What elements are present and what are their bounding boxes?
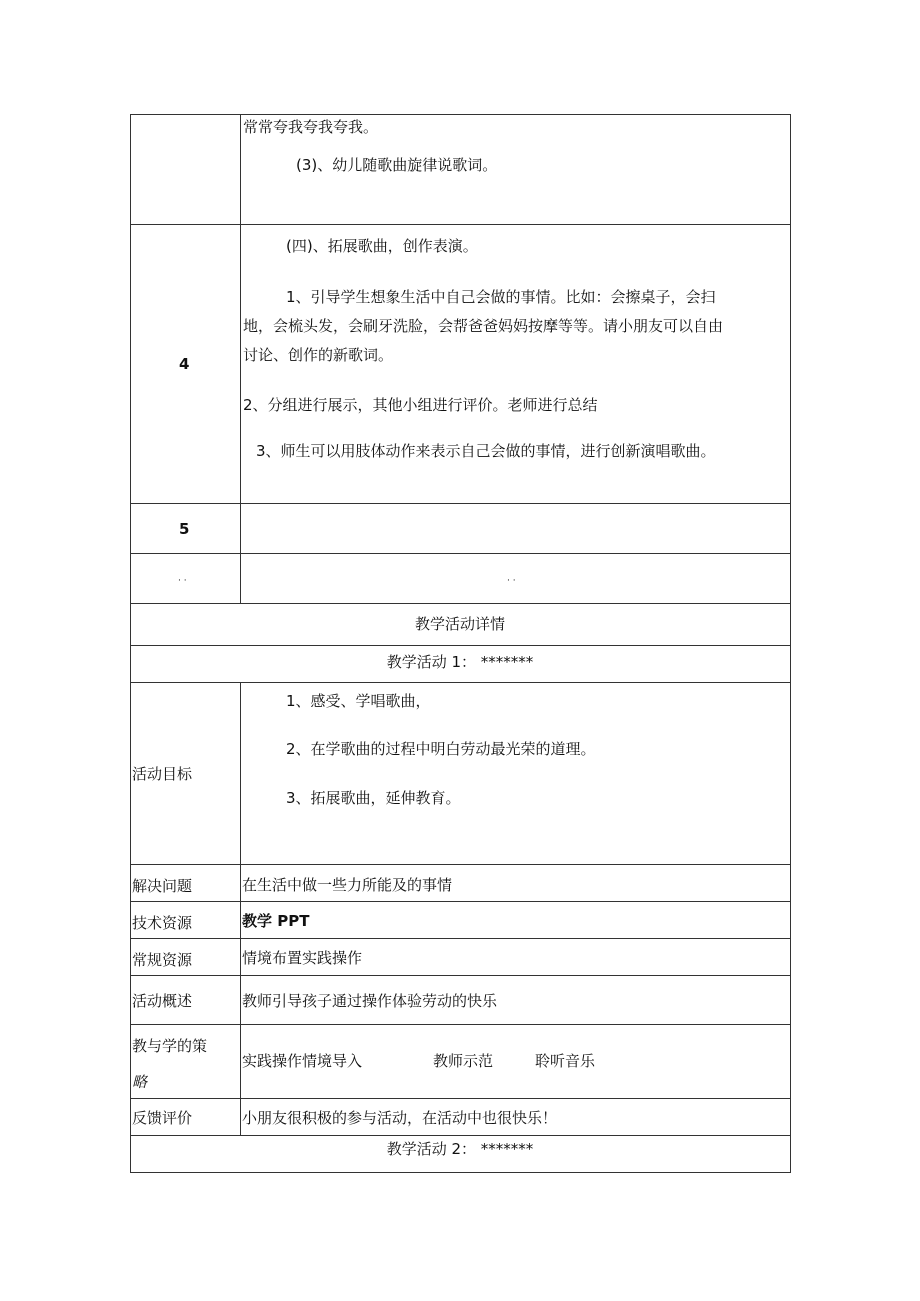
tech-value: 教学 PPT: [242, 912, 310, 930]
goals-label: 活动目标: [132, 765, 193, 783]
rule: [130, 114, 131, 1173]
overview-label: 活动概述: [132, 992, 193, 1010]
ellipsis-mark: · ·: [507, 576, 516, 586]
section-heading: (四)、拓展歌曲，创作表演。: [286, 237, 478, 255]
overview-value: 教师引导孩子通过操作体验劳动的快乐: [242, 992, 498, 1010]
rule: [130, 645, 790, 646]
row-number: 5: [179, 520, 190, 538]
activity-title: 教学活动 2： *******: [386, 1140, 534, 1158]
rule: [240, 114, 241, 604]
item-1-line: 1、引导学生想象生活中自己会做的事情。比如：会擦桌子，会扫: [286, 288, 716, 306]
item-1-line: 地，会梳头发，会刷牙洗脸，会帮爸爸妈妈按摩等等。请小朋友可以自由: [243, 317, 724, 335]
rule: [790, 114, 791, 1173]
goal-2: 2、在学歌曲的过程中明白劳动最光荣的道理。: [286, 740, 596, 758]
rule: [130, 901, 790, 902]
rule: [130, 224, 790, 225]
feedback-value: 小朋友很积极的参与活动，在活动中也很快乐！: [242, 1109, 558, 1127]
problem-label: 解决问题: [132, 877, 193, 895]
regular-value: 情境布置实践操作: [242, 949, 363, 967]
problem-value: 在生活中做一些力所能及的事情: [242, 876, 453, 894]
step-3-text: (3)、幼儿随歌曲旋律说歌词。: [296, 156, 498, 174]
item-3: 3、师生可以用肢体动作来表示自己会做的事情，进行创新演唱歌曲。: [256, 442, 716, 460]
regular-label: 常规资源: [132, 951, 193, 969]
rule: [130, 864, 790, 865]
strategy-label: 略: [132, 1073, 148, 1091]
rule: [130, 1135, 790, 1136]
rule: [130, 682, 790, 683]
rule: [130, 503, 790, 504]
item-2: 2、分组进行展示，其他小组进行评价。老师进行总结: [243, 396, 598, 414]
rule: [130, 975, 790, 976]
feedback-label: 反馈评价: [132, 1109, 193, 1127]
rule: [130, 938, 790, 939]
rule: [130, 1024, 790, 1025]
section-title: 教学活动详情: [414, 615, 505, 633]
goal-1: 1、感受、学唱歌曲，: [286, 692, 431, 710]
strategy-item: 实践操作情境导入: [242, 1052, 363, 1070]
rule: [130, 553, 790, 554]
lyric-line: 常常夸我夸我夸我。: [243, 118, 379, 136]
rule: [130, 1172, 790, 1173]
strategy-item: 聆听音乐: [535, 1052, 596, 1070]
rule: [130, 603, 790, 604]
rule: [130, 114, 790, 115]
ellipsis-mark: · ·: [178, 576, 187, 586]
row-number: 4: [179, 355, 190, 373]
goal-3: 3、拓展歌曲，延伸教育。: [286, 789, 461, 807]
activity-title: 教学活动 1： *******: [386, 653, 534, 671]
item-1-line: 讨论、创作的新歌词。: [243, 346, 394, 364]
strategy-item: 教师示范: [433, 1052, 494, 1070]
strategy-label: 教与学的策: [132, 1037, 208, 1055]
tech-label: 技术资源: [132, 914, 193, 932]
rule: [240, 682, 241, 1135]
rule: [130, 1098, 790, 1099]
